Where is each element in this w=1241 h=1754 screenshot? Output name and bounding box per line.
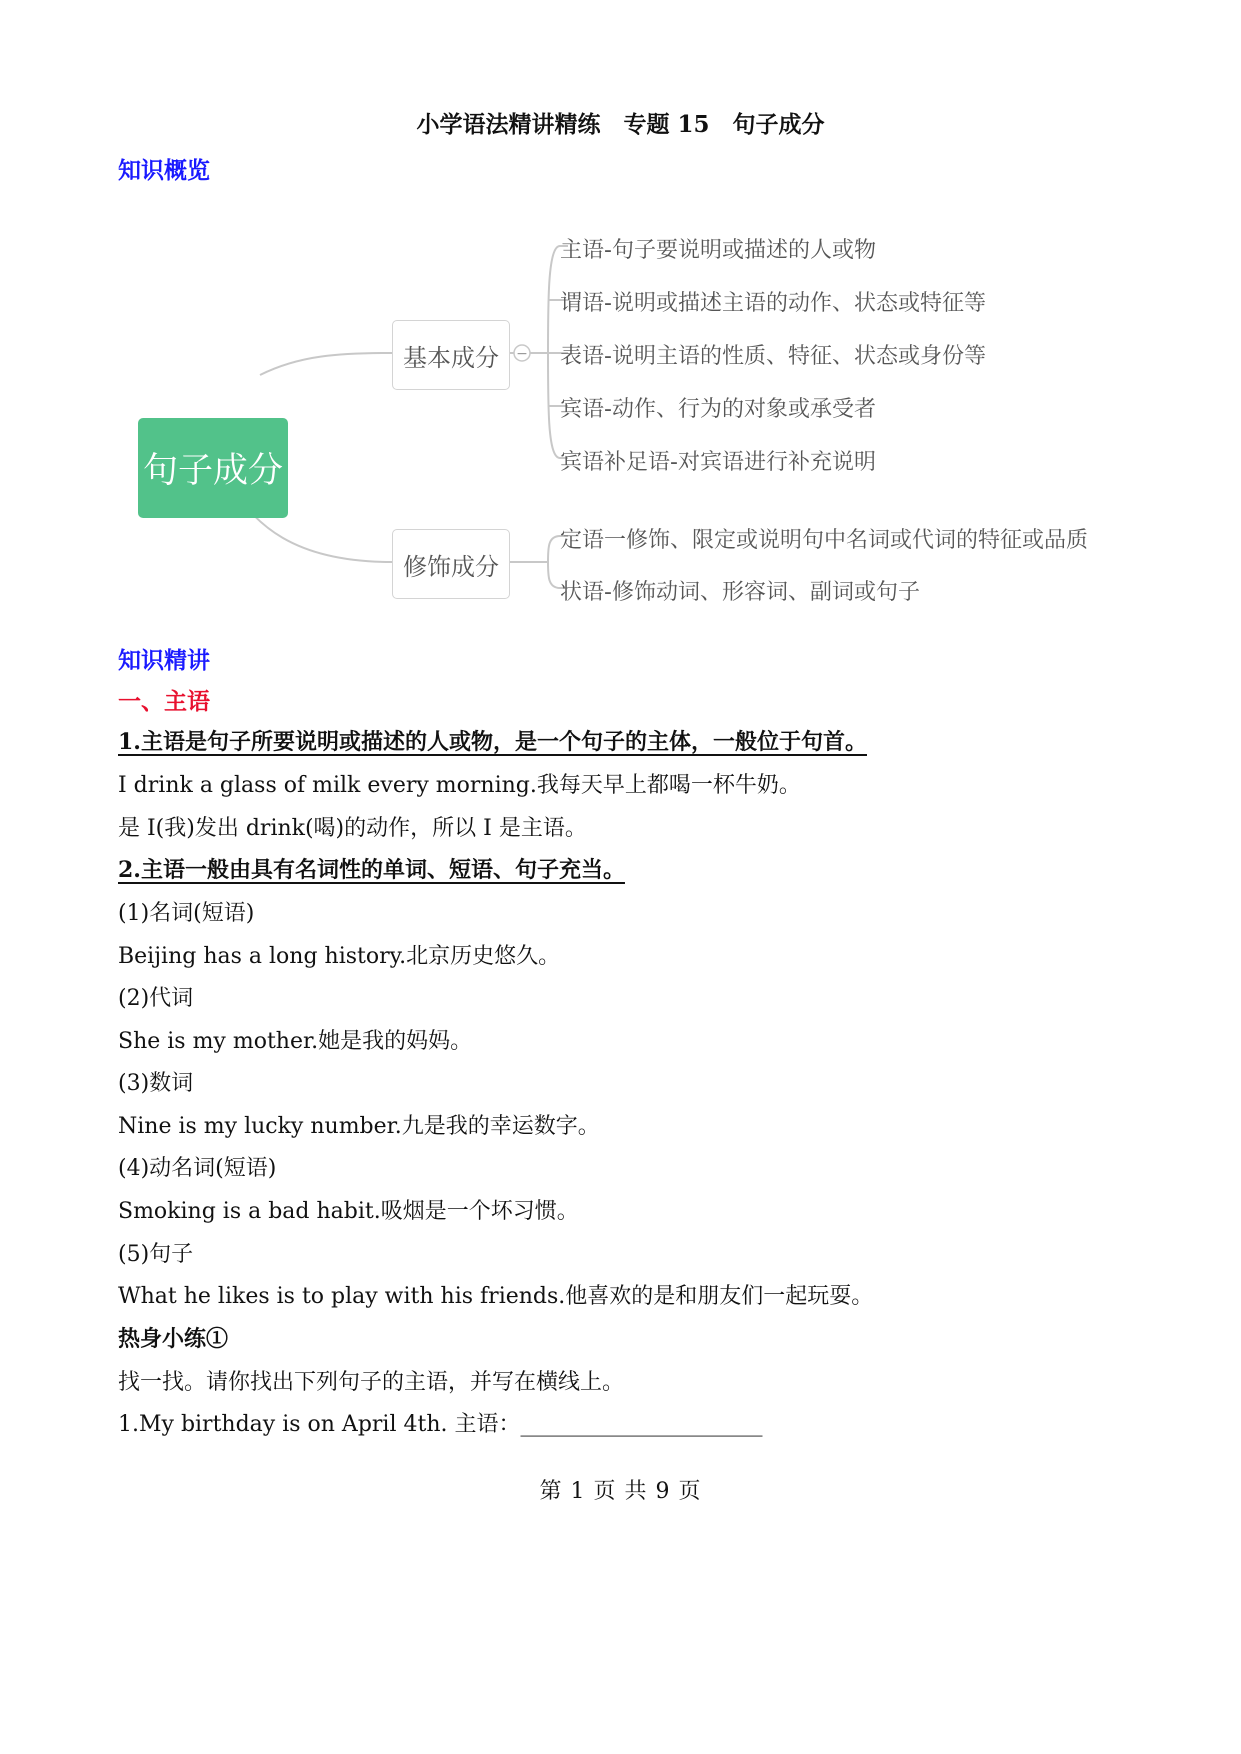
leaf-attributive: 定语一修饰、限定或说明句中名词或代词的特征或品质	[560, 528, 1089, 553]
collapse-toggle-symbol: −	[516, 346, 528, 362]
overview-heading: 知识概览	[118, 157, 210, 184]
leaf-object-complement: 宾语补足语-对宾语进行补充说明	[560, 450, 876, 475]
explain-1: 是 I(我)发出 drink(喝)的动作，所以 I 是主语。	[118, 816, 587, 841]
leaf-predicative: 表语-说明主语的性质、特征、状态或身份等	[560, 344, 986, 369]
type-example: Smoking is a bad habit.吸烟是一个坏习惯。	[118, 1199, 579, 1224]
type-label: (5)句子	[118, 1242, 194, 1267]
detail-heading: 知识精讲	[118, 647, 210, 674]
type-label: (2)代词	[118, 986, 194, 1011]
type-label: (3)数词	[118, 1071, 194, 1096]
node-modifier: 修饰成分	[392, 529, 510, 599]
leaf-adverbial: 状语-修饰动词、形容词、副词或句子	[560, 580, 920, 605]
leaf-subject: 主语-句子要说明或描述的人或物	[560, 238, 876, 263]
mindmap-root: 句子成分	[138, 418, 288, 518]
type-example: Beijing has a long history.北京历史悠久。	[118, 944, 561, 969]
node-basic: 基本成分	[392, 320, 510, 390]
leaf-object: 宾语-动作、行为的对象或承受者	[560, 397, 876, 422]
rule-2: 2.主语一般由具有名词性的单词、短语、句子充当。	[118, 857, 625, 883]
section1-heading: 一、主语	[118, 688, 210, 715]
rule-1: 1.主语是句子所要说明或描述的人或物，是一个句子的主体，一般位于句首。	[118, 729, 867, 755]
page-footer: 第 1 页 共 9 页	[539, 1479, 702, 1504]
type-example: Nine is my lucky number.九是我的幸运数字。	[118, 1114, 600, 1139]
exercise-1: 1.My birthday is on April 4th. 主语：______________________	[118, 1412, 763, 1437]
warmup-heading: 热身小练①	[118, 1326, 229, 1352]
type-example: She is my mother.她是我的妈妈。	[118, 1029, 473, 1054]
root-to-basic-line	[260, 353, 392, 375]
warmup-instruction: 找一找。请你找出下列句子的主语，并写在横线上。	[118, 1370, 625, 1395]
mindmap	[120, 230, 1200, 610]
type-label: (4)动名词(短语)	[118, 1156, 277, 1181]
page-title: 小学语法精讲精练 专题 15 句子成分	[416, 111, 825, 138]
type-example: What he likes is to play with his friends.他喜欢的是和朋友们一起玩耍。	[118, 1284, 874, 1309]
example-1: I drink a glass of milk every morning.我每天早上都喝一杯牛奶。	[118, 773, 801, 798]
type-label: (1)名词(短语)	[118, 901, 255, 926]
leaf-predicate: 谓语-说明或描述主语的动作、状态或特征等	[560, 291, 986, 316]
